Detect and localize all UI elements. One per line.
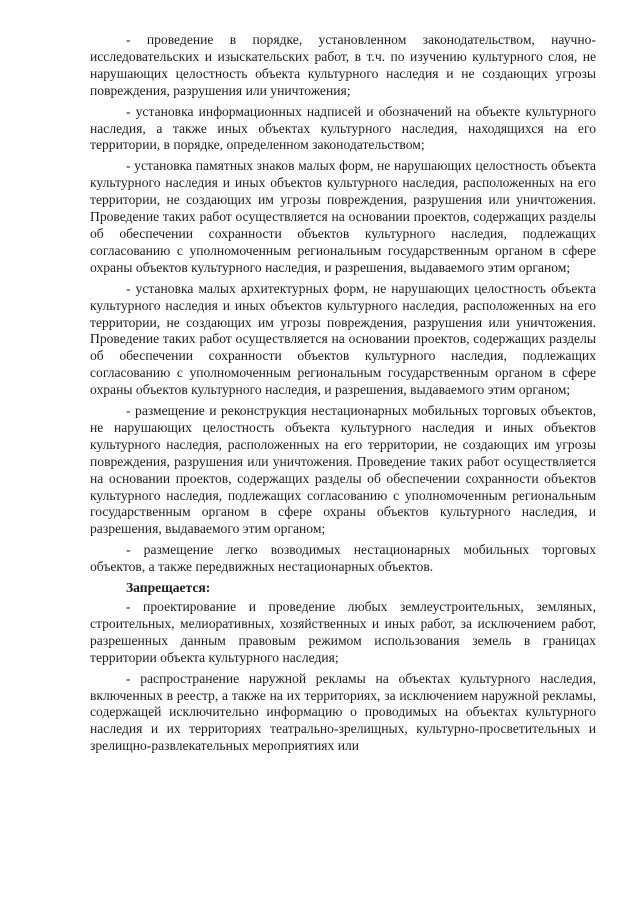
paragraph-outdoor-advertising: - распространение наружной рекламы на объектах культурного наследия, включенных в реестр, а также на их территориях, за исключением наружной рекламы, содержащей исключительно информацию о проводимых на объектах культурного наследия и их территориях театрально-зрелищных, культурно-просветительных и зрелищно-развлекательных мероприятиях или: [90, 670, 596, 754]
paragraph-research-works: - проведение в порядке, установленном законодательством, научно-исследовательских и изыскательских работ, в т.ч. по изучению культурного слоя, не нарушающих целостность объекта культурного наследия и не создающих угрозы повреждения, разрушения или уничтожения;: [90, 32, 596, 98]
paragraph-mobile-trade-objects: - размещение и реконструкция нестационарных мобильных торговых объектов, не нарушающих целостность объекта культурного наследия и иных объектов культурного наследия, расположенных на его территории, не создающих им угрозы повреждения, разрушения или уничтожения. Проведение таких работ осуществляется на основании проектов, содержащих разделы об обеспечении сохранности объектов культурного наследия, подлежащих согласованию с уполномоченным региональным государственным органом в сфере охраны объектов культурного наследия, и разрешения, выдаваемого этим органом;: [90, 403, 596, 537]
paragraph-light-mobile-objects: - размещение легко возводимых нестационарных мобильных торговых объектов, а также передвижных нестационарных объектов.: [90, 542, 596, 575]
paragraph-small-architectural-forms: - установка малых архитектурных форм, не нарушающих целостность объекта культурного наследия и иных объектов культурного наследия, расположенных на его территории, не создающих им угрозы повреждения, разрушения или уничтожения. Проведение таких работ осуществляется на основании проектов, содержащих разделы об обеспечении сохранности объектов культурного наследия, подлежащих согласованию с уполномоченным региональным государственным органом в сфере охраны объектов культурного наследия, и разрешения, выдаваемого этим органом;: [90, 280, 596, 398]
paragraph-prohibited-works: - проектирование и проведение любых землеустроительных, земляных, строительных, мелиоративных, хозяйственных и иных работ, за исключением работ, разрешенных данным правовым режимом использования земель в границах территории объекта культурного наследия;: [90, 599, 596, 665]
paragraph-memorial-signs: - установка памятных знаков малых форм, не нарушающих целостность объекта культурного наследия и иных объектов культурного наследия, расположенных на его территории, не создающих им угрозы повреждения, разрушения или уничтожения. Проведение таких работ осуществляется на основании проектов, содержащих разделы об обеспечении сохранности объектов культурного наследия, подлежащих согласованию с уполномоченным региональным государственным органом в сфере охраны объектов культурного наследия, и разрешения, выдаваемого этим органом;: [90, 158, 596, 275]
paragraph-information-signs: - установка информационных надписей и обозначений на объекте культурного наследия, а также иных объектах культурного наследия, находящихся на его территории, в порядке, определенном законодательством;: [90, 103, 596, 153]
section-heading-prohibited: Запрещается:: [126, 580, 211, 596]
document-body: [90, 32, 596, 759]
